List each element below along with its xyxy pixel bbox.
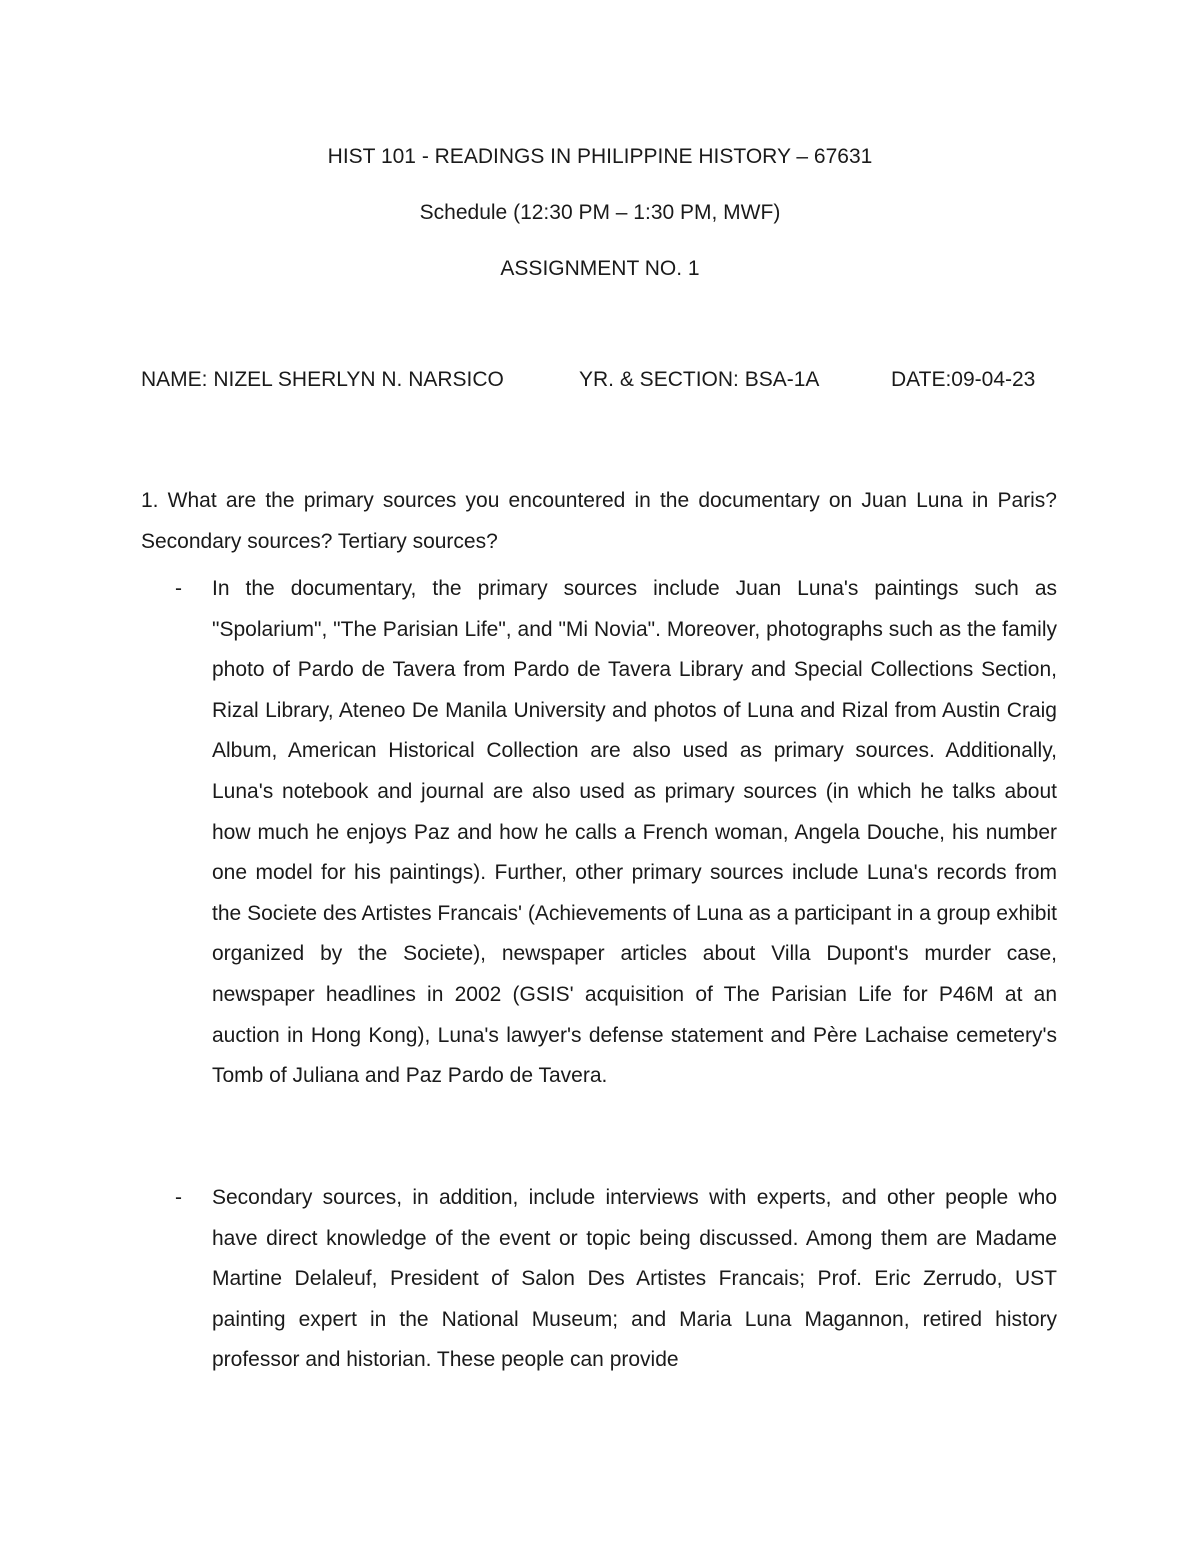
schedule-line: Schedule (12:30 PM – 1:30 PM, MWF) — [419, 201, 781, 224]
bullet-dash: - — [175, 1186, 182, 1209]
answer-text: In the documentary, the primary sources include Juan Luna's paintings such as "Spolarium", "The Parisian Life", and "Mi Novia". Moreover, photographs such as the family photo of Pardo de Tavera from Pardo de Tavera Library and Special Collections Section, Rizal Library, Ateneo De Manila University and photos of Luna and Rizal from Austin Craig Album, American Historical Collection are also used as primary sources. Additionally, Luna's notebook and journal are also used as primary sources (in which he talks about how much he enjoys Paz and how he calls a French woman, Angela Douche, his number one model for his paintings). Further, other primary sources include Luna's records from the Societe des Artistes Francais' (Achievements of Luna as a participant in a group exhibit organized by the Societe), newspaper articles about Villa Dupont's murder case, newspaper headlines in 2002 (GSIS' acquisition of The Parisian Life for P46M at an auction in Hong Kong), Luna's lawyer's defense statement and Père Lachaise cemetery's Tomb of Juliana and Paz Pardo de Tavera. — [212, 577, 1057, 1088]
answer-secondary-sources — [141, 1178, 1057, 1381]
assignment-title: ASSIGNMENT NO. 1 — [500, 257, 700, 280]
bullet-dash: - — [175, 577, 182, 600]
answer-text: Secondary sources, in addition, include interviews with experts, and other people who have direct knowledge of the event or topic being discussed. Among them are Madame Martine Delaleuf, President of Salon Des Artistes Francais; Prof. Eric Zerrudo, UST painting expert in the National Museum; and Maria Luna Magannon, retired history professor and historian. These people can provide — [212, 1186, 1057, 1372]
student-name: NAME: NIZEL SHERLYN N. NARSICO — [141, 368, 504, 391]
submission-date: DATE:09-04-23 — [891, 368, 1036, 391]
question-1: 1. What are the primary sources you encountered in the documentary on Juan Luna in Paris? Secondary sources? Tertiary sources? — [141, 489, 1057, 553]
answer-primary-sources — [141, 569, 1057, 1097]
student-section: YR. & SECTION: BSA-1A — [579, 368, 820, 391]
course-title: HIST 101 - READINGS IN PHILIPPINE HISTORY – 67631 — [327, 145, 873, 168]
